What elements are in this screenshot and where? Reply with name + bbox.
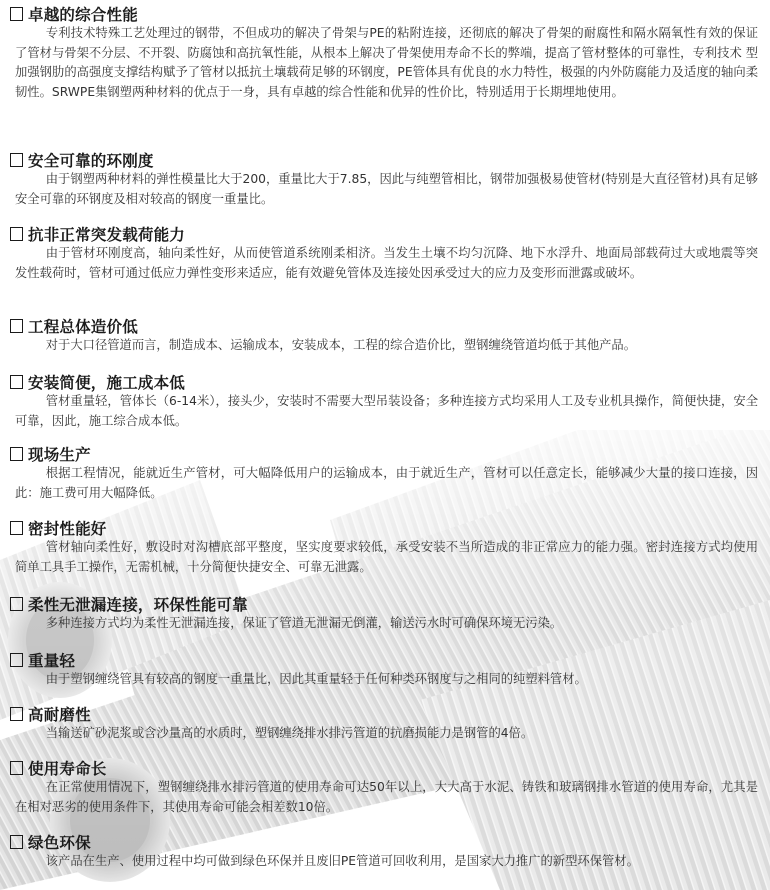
feature-section <box>10 832 758 872</box>
section-heading <box>10 704 758 724</box>
feature-section <box>10 372 758 431</box>
feature-section <box>10 224 758 283</box>
section-body: 多种连接方式均为柔性无泄漏连接，保证了管道无泄漏无倒灌，输送污水时可确保环境无污染。 <box>45 616 563 630</box>
section-title: 柔性无泄漏连接，环保性能可靠 <box>28 595 248 614</box>
feature-section <box>10 518 758 577</box>
section-body: 由于塑钢缠绕管具有较高的钢度一重量比，因此其重量轻于任何种类环钢度与之相同的纯塑料管材。 <box>45 672 587 686</box>
checkbox-icon <box>10 319 23 333</box>
section-title: 工程总体造价低 <box>28 317 138 336</box>
section-heading <box>10 224 758 244</box>
checkbox-icon <box>10 153 23 167</box>
section-heading <box>10 150 758 170</box>
section-body: 在正常使用情况下，塑钢缠绕排水排污管道的使用寿命可达50年以上，大大高于水泥、铸铁和玻璃钢排水管道的使用寿命，尤其是在相对恶劣的使用条件下，其使用寿命可能会相差数10倍。 <box>15 780 758 814</box>
section-title: 安全可靠的环刚度 <box>28 151 154 170</box>
checkbox-icon <box>10 761 23 775</box>
section-heading <box>10 832 758 852</box>
section-body: 当输送矿砂泥浆或含沙量高的水质时，塑钢缠绕排水排污管道的抗磨损能力是钢管的4倍。 <box>45 726 534 740</box>
section-body: 由于管材环刚度高，轴向柔性好，从而使管道系统刚柔相济。当发生土壤不均匀沉降、地下水浮升、地面局部载荷过大或地震等突发性载荷时，管材可通过低应力弹性变形来适应，能有效避免管体及连接处因承受过大的应力及变形而泄露或破坏。 <box>15 246 758 280</box>
checkbox-icon <box>10 375 23 389</box>
section-heading <box>10 650 758 670</box>
checkbox-icon <box>10 707 23 721</box>
section-body: 专利技术特殊工艺处理过的钢带，不但成功的解决了骨架与PE的粘附连接，还彻底的解决了骨架的耐腐性和隔水隔氧性有效的保证了管材与骨架不分层、不开裂、防腐蚀和高抗氧性能，从根本上解决了骨架使用寿命不长的弊端，提高了管材整体的可靠性，专利技术 型加强钢肋的高强度支撑结构赋予了管材以抵抗土壤载荷足够的环钢度，PE管体具有优良的水力特性，极强的内外防腐能力及适度的轴向柔韧性。SRWPE集钢塑两种材料的优点于一身，具有卓越的综合性能和优异的性价比，特别适用于长期埋地使用。 <box>15 26 758 99</box>
section-title: 密封性能好 <box>28 519 107 538</box>
checkbox-icon <box>10 835 23 849</box>
checkbox-icon <box>10 597 23 611</box>
section-title: 抗非正常突发载荷能力 <box>28 225 186 244</box>
feature-section <box>10 758 758 817</box>
section-heading <box>10 444 758 464</box>
section-body: 该产品在生产、使用过程中均可做到绿色环保并且废旧PE管道可回收利用，是国家大力推广的新型环保管材。 <box>45 854 639 868</box>
section-body: 管材重量轻，管体长（6-14米），接头少，安装时不需要大型吊装设备；多种连接方式均采用人工及专业机具操作，简便快捷，安全可靠，因此，施工综合成本低。 <box>15 394 758 428</box>
feature-section <box>10 316 758 356</box>
section-body: 对于大口径管道而言，制造成本、运输成本，安装成本，工程的综合造价比，塑钢缠绕管道均低于其他产品。 <box>45 338 637 352</box>
feature-section <box>10 4 758 102</box>
section-heading <box>10 518 758 538</box>
section-body: 由于钢塑两种材料的弹性模量比大于200，重量比大于7.85，因此与纯塑管相比，钢带加强极易使管材(特别是大直径管材)具有足够安全可靠的环钢度及相对较高的钢度一重量比。 <box>15 172 758 206</box>
checkbox-icon <box>10 227 23 241</box>
feature-section <box>10 704 758 744</box>
feature-section <box>10 150 758 209</box>
feature-section <box>10 650 758 690</box>
section-title: 高耐磨性 <box>28 705 91 724</box>
section-heading <box>10 4 758 24</box>
section-title: 安装简便，施工成本低 <box>28 373 186 392</box>
checkbox-icon <box>10 7 23 21</box>
section-title: 绿色环保 <box>28 833 91 852</box>
feature-section <box>10 444 758 503</box>
checkbox-icon <box>10 521 23 535</box>
section-heading <box>10 372 758 392</box>
section-title: 使用寿命长 <box>28 759 107 778</box>
checkbox-icon <box>10 653 23 667</box>
feature-section <box>10 594 758 634</box>
section-body: 管材轴向柔性好，敷设时对沟槽底部平整度，坚实度要求较低，承受安装不当所造成的非正常应力的能力强。密封连接方式均使用简单工具手工操作，无需机械，十分简便快捷安全、可靠无泄露。 <box>15 540 758 574</box>
section-heading <box>10 594 758 614</box>
checkbox-icon <box>10 447 23 461</box>
section-title: 现场生产 <box>28 445 91 464</box>
section-heading <box>10 316 758 336</box>
section-heading <box>10 758 758 778</box>
section-body: 根据工程情况，能就近生产管材，可大幅降低用户的运输成本，由于就近生产，管材可以任意定长，能够减少大量的接口连接，因此：施工费可用大幅降低。 <box>15 466 758 500</box>
section-title: 重量轻 <box>28 651 76 670</box>
section-title: 卓越的综合性能 <box>28 5 138 24</box>
